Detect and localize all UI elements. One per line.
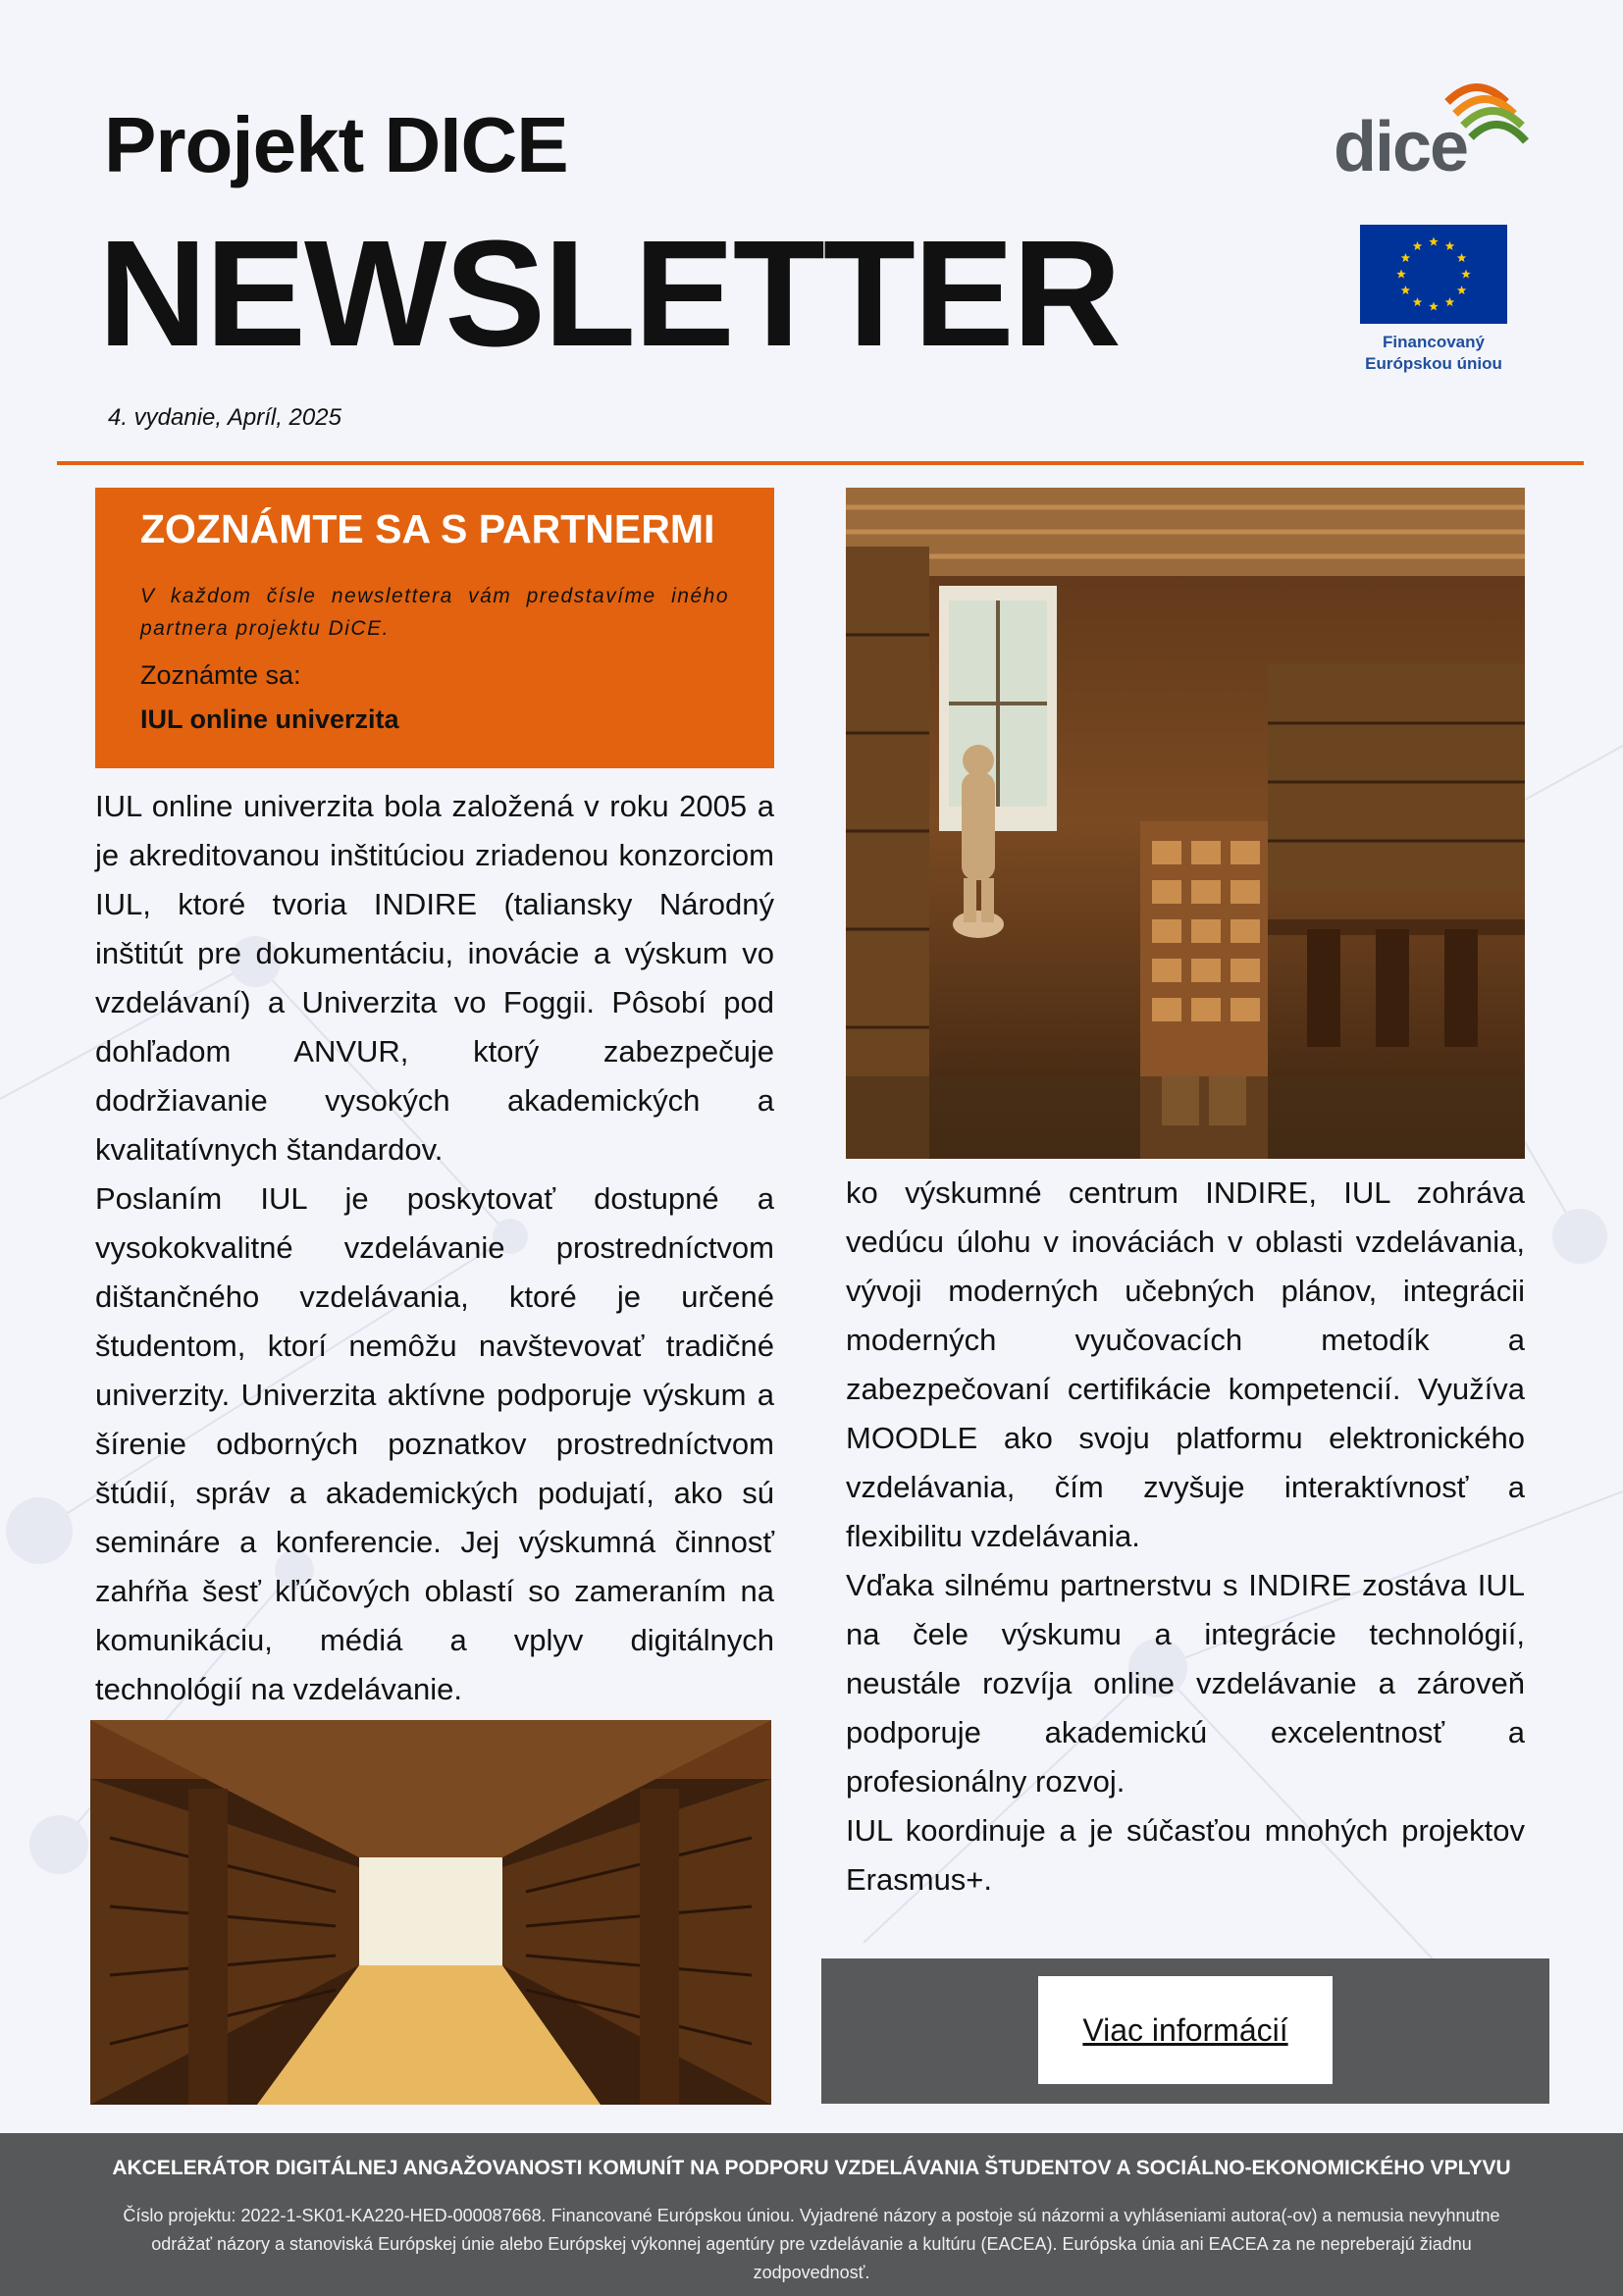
dice-logo [1330, 71, 1536, 188]
partner-box-title: ZOZNÁMTE SA S PARTNERMI [140, 506, 715, 551]
right-paragraph-2: Vďaka silnému partnerstvu s INDIRE zostáva IUL na čele výskumu a integrácie technológií, neustále rozvíja online vzdelávanie a zároveň podporuje akademickú excelentnosť a profesionálny rozvoj. [846, 1568, 1525, 1799]
more-info-panel [821, 1958, 1549, 2104]
library-interior-photo [846, 488, 1525, 1159]
right-paragraph-3: IUL koordinuje a je súčasťou mnohých projektov Erasmus+. [846, 1813, 1525, 1897]
left-paragraph-1: IUL online univerzita bola založená v roku 2005 a je akreditovanou inštitúciou zriadenou konzorciom IUL, ktoré tvoria INDIRE (taliansky Národný inštitút pre dokumentáciu, inovácie a výskum vo vzdelávaní) a Univerzita vo Foggii. Pôsobí pod dohľadom ANVUR, ktorý zabezpečuje dodržiavanie vysokých akademických a kvalitatívnych štandardov. [95, 789, 774, 1167]
more-info-button[interactable]: Viac informácií [1038, 1976, 1333, 2084]
footer-disclaimer: Číslo projektu: 2022-1-SK01-KA220-HED-000087668. Financované Európskou úniou. Vyjadrené názory a postoje sú názormi a vyhláseniami autora(-ov) a nemusia nevyhnutne odrážať názory a stanoviská Európskej únie alebo Európskej výkonnej agentúry pre vzdelávanie a kultúru (EACEA). Európska únia ani EACEA za ne nepreberajú žiadnu zodpovednosť. [123, 2206, 1500, 2282]
library-corridor-photo [90, 1720, 771, 2105]
eu-caption-line1: Financovaný [1383, 333, 1485, 351]
newsletter-title: NEWSLETTER [98, 209, 1120, 378]
right-paragraph-1: ko výskumné centrum INDIRE, IUL zohráva vedúcu úlohu v inováciách v oblasti vzdelávania, vývoji moderných učebných plánov, integrácii moderných vyučovacích metodík a zabezpečovaní certifikácie kompetencií. Využíva MOODLE ako svoju platformu elektronického vzdelávania, čím zvyšuje interaktívnosť a flexibilitu vzdelávania. [846, 1175, 1525, 1553]
edition-label: 4. vydanie, Apríl, 2025 [108, 404, 341, 431]
partner-meet-label: Zoznámte sa: [140, 660, 301, 691]
partner-intro-box [95, 488, 774, 768]
left-paragraph-2: Poslaním IUL je poskytovať dostupné a vysokokvalitné vzdelávanie prostredníctvom dištančného vzdelávania, ktoré je určené študentom, ktorí nemôžu navštevovať tradičné univerzity. Univerzita aktívne podporuje výskum a šírenie odborných poznatkov prostredníctvom štúdií, správ a akademických podujatí, ako sú semináre a konferencie. Jej výskumná činnosť zahŕňa šesť kľúčových oblastí so zameraním na komunikáciu, médiá a vplyv digitálnych technológií na vzdelávanie. [95, 1181, 774, 1706]
eu-caption-line2: Európskou úniou [1365, 354, 1502, 374]
logo-wordmark: dice [1334, 108, 1468, 186]
eu-flag-icon [1360, 225, 1507, 324]
header-divider [57, 461, 1584, 465]
left-article-column [95, 782, 774, 1714]
footer [0, 2133, 1623, 2296]
partner-box-intro: V každom čísle newslettera vám predstavíme iného partnera projektu DiCE. [140, 585, 729, 640]
partner-name: IUL online univerzita [140, 704, 399, 735]
footer-heading: AKCELERÁTOR DIGITÁLNEJ ANGAŽOVANOSTI KOMUNÍT NA PODPORU VZDELÁVANIA ŠTUDENTOV A SOCIÁLNO-EKONOMICKÉHO VPLYVU [112, 2157, 1511, 2179]
eu-funding-caption [1340, 332, 1527, 375]
project-title: Projekt DICE [104, 101, 568, 188]
right-article-column [846, 1169, 1525, 1905]
